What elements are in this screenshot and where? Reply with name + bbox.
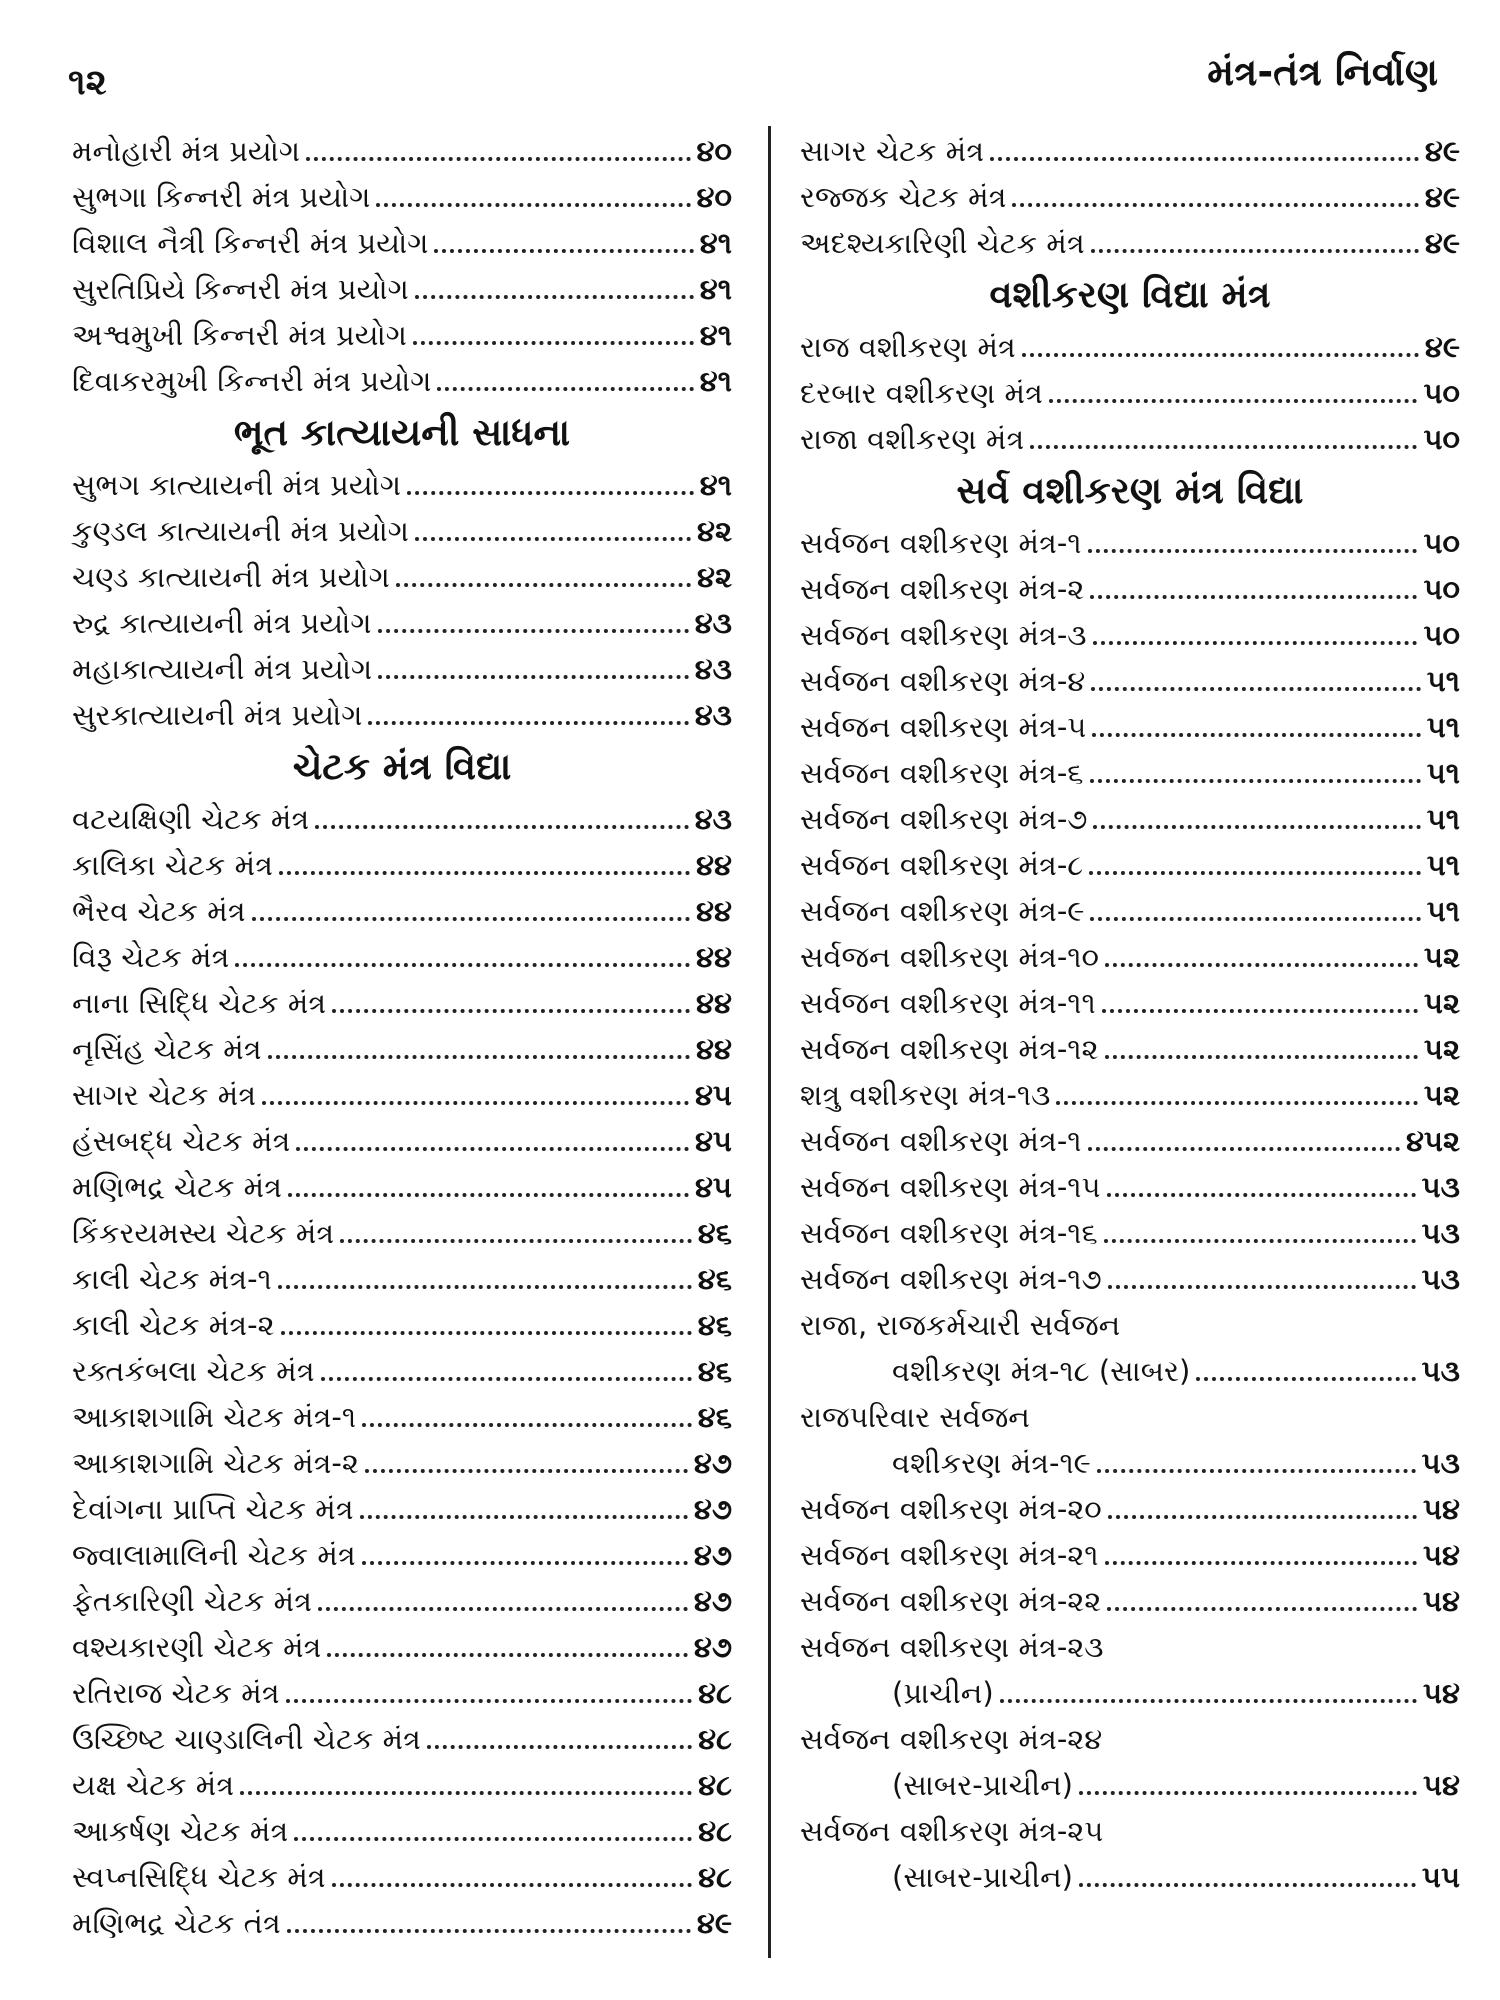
toc-entry bbox=[800, 704, 1460, 750]
toc-entry-page: ૫૩ bbox=[1421, 1170, 1460, 1204]
toc-entry bbox=[72, 174, 732, 220]
toc-entry bbox=[72, 888, 732, 934]
dot-leader bbox=[1090, 917, 1420, 921]
toc-entry bbox=[72, 1072, 732, 1118]
dot-leader bbox=[378, 675, 689, 679]
toc-entry bbox=[72, 1624, 732, 1670]
toc-entry-title: રાજ વશીકરણ મંત્ર bbox=[800, 330, 1016, 364]
dot-leader bbox=[990, 157, 1419, 161]
dot-leader bbox=[1088, 549, 1418, 553]
toc-entry-title: સર્વજન વશીકરણ મંત્ર-૭ bbox=[800, 802, 1088, 836]
toc-entry bbox=[800, 658, 1460, 704]
dot-leader bbox=[235, 963, 690, 967]
toc-entry-page: ૫૪ bbox=[1422, 1768, 1460, 1802]
toc-entry-title: સર્વજન વશીકરણ મંત્ર-૪ bbox=[800, 664, 1086, 698]
toc-entry-page: ૪૬ bbox=[697, 1308, 732, 1342]
toc-entry-continued bbox=[800, 1302, 1460, 1348]
dot-leader bbox=[294, 1837, 692, 1841]
dot-leader bbox=[279, 871, 690, 875]
toc-entry-page: ૪૬ bbox=[697, 1400, 732, 1434]
dot-leader bbox=[362, 1561, 688, 1565]
toc-entry-page: ૫૪ bbox=[1422, 1676, 1460, 1710]
dot-leader bbox=[287, 1929, 691, 1933]
toc-entry bbox=[72, 1532, 732, 1578]
toc-entry bbox=[800, 1026, 1460, 1072]
toc-entry-title: કિંકરયમસ્ય ચેટક મંત્ર bbox=[72, 1216, 335, 1250]
toc-entry-page: ૫૩ bbox=[1421, 1216, 1460, 1250]
toc-entry-page: ૫૦ bbox=[1423, 572, 1460, 606]
dot-leader bbox=[332, 1009, 690, 1013]
toc-entry-page: ૪૩ bbox=[694, 606, 732, 640]
toc-entry bbox=[72, 1762, 732, 1808]
dot-leader bbox=[1105, 1561, 1417, 1565]
toc-entry-title: રુદ્ર કાત્યાયની મંત્ર પ્રયોગ bbox=[72, 606, 372, 640]
toc-entry bbox=[72, 1348, 732, 1394]
dot-leader bbox=[240, 1791, 692, 1795]
toc-left-column bbox=[72, 128, 732, 1946]
toc-entry-title: દેવાંગના પ્રાપ્તિ ચેટક મંત્ર bbox=[72, 1492, 354, 1526]
dot-leader bbox=[332, 1883, 692, 1887]
toc-entry bbox=[800, 566, 1460, 612]
dot-leader bbox=[262, 1101, 689, 1105]
toc-entry-page: ૪૦ bbox=[696, 134, 732, 168]
toc-entry bbox=[800, 1348, 1460, 1394]
toc-entry-page: ૪૨ bbox=[696, 560, 732, 594]
toc-entry bbox=[72, 312, 732, 358]
dot-leader bbox=[1093, 825, 1420, 829]
toc-entry-title: સર્વજન વશીકરણ મંત્ર-૨૧ bbox=[800, 1538, 1099, 1572]
toc-entry-page: ૪૬ bbox=[697, 1262, 732, 1296]
toc-entry-title: કાલી ચેટક મંત્ર-૨ bbox=[72, 1308, 275, 1342]
toc-entry-page: ૫૦ bbox=[1423, 526, 1460, 560]
toc-entry-page: ૪૧ bbox=[699, 272, 732, 306]
toc-entry-page: ૪૨ bbox=[696, 514, 732, 548]
toc-entry-title: સર્વજન વશીકરણ મંત્ર-૧૭ bbox=[800, 1262, 1102, 1296]
toc-entry-page: ૪૬ bbox=[697, 1216, 732, 1250]
toc-entry-page: ૫૨ bbox=[1423, 986, 1460, 1020]
toc-entry-page: ૪૭ bbox=[693, 1584, 732, 1618]
toc-entry-page: ૫૦ bbox=[1423, 376, 1460, 410]
toc-entry-title: (સાબર-પ્રાચીન) bbox=[892, 1860, 1073, 1894]
toc-entry-page: ૪૯ bbox=[1424, 330, 1460, 364]
toc-entry-title: મનોહારી મંત્ર પ્રયોગ bbox=[72, 134, 301, 168]
toc-entry-title: સ્વપ્નસિદ્ધિ ચેટક મંત્ર bbox=[72, 1860, 326, 1894]
toc-entry-page: ૪૩ bbox=[694, 652, 732, 686]
toc-entry-page: ૪૮ bbox=[698, 1722, 732, 1756]
toc-entry-title: સર્વજન વશીકરણ મંત્ર-૨૨ bbox=[800, 1584, 1102, 1618]
toc-entry bbox=[72, 1808, 732, 1854]
toc-entry bbox=[72, 1486, 732, 1532]
dot-leader bbox=[1105, 1055, 1418, 1059]
dot-leader bbox=[315, 825, 689, 829]
dot-leader bbox=[1107, 1193, 1416, 1197]
toc-entry-page: ૪૫ bbox=[694, 1170, 732, 1204]
toc-entry-page: ૫૨ bbox=[1423, 940, 1460, 974]
toc-entry-page: ૪૯ bbox=[1424, 226, 1460, 260]
dot-leader bbox=[318, 1607, 688, 1611]
toc-entry-page: ૪૭ bbox=[693, 1630, 732, 1664]
toc-entry-title: વિરૂ ચેટક મંત્ર bbox=[72, 940, 230, 974]
toc-entry-title: મહાકાત્યાયની મંત્ર પ્રયોગ bbox=[72, 652, 373, 686]
toc-entry-page: ૪૮ bbox=[698, 1768, 732, 1802]
toc-entry bbox=[800, 1762, 1460, 1808]
toc-entry-page: ૪૯ bbox=[1424, 134, 1460, 168]
toc-entry-title: (પ્રાચીન) bbox=[892, 1676, 994, 1710]
toc-entry bbox=[72, 1716, 732, 1762]
toc-entry-title: સર્વજન વશીકરણ મંત્ર-૧૨ bbox=[800, 1032, 1099, 1066]
dot-leader bbox=[281, 1331, 692, 1335]
dot-leader bbox=[413, 341, 694, 345]
toc-entry-title: યક્ષ ચેટક મંત્ર bbox=[72, 1768, 235, 1802]
toc-entry-title: હંસબદ્ધ ચેટક મંત્ર bbox=[72, 1124, 291, 1158]
dot-leader bbox=[1030, 445, 1417, 449]
section-heading: વશીકરણ વિદ્યા મંત્ર bbox=[989, 273, 1271, 316]
toc-entry bbox=[800, 1854, 1460, 1900]
dot-leader bbox=[1088, 1147, 1400, 1151]
dot-leader bbox=[306, 157, 690, 161]
toc-entry-title: સર્વજન વશીકરણ મંત્ર-૧૧ bbox=[800, 986, 1096, 1020]
toc-entry-title: વિશાલ નૈત્રી કિન્નરી મંત્ર પ્રયોગ bbox=[72, 226, 429, 260]
toc-entry bbox=[800, 1440, 1460, 1486]
toc-entry-page: ૪૩ bbox=[694, 802, 732, 836]
dot-leader bbox=[278, 1285, 692, 1289]
toc-entry bbox=[800, 980, 1460, 1026]
toc-entry-title: વશ્યકારણી ચેટક મંત્ર bbox=[72, 1630, 322, 1664]
toc-entry bbox=[72, 646, 732, 692]
toc-entry bbox=[800, 1118, 1460, 1164]
toc-entry-continued bbox=[800, 1716, 1460, 1762]
toc-entry bbox=[72, 1578, 732, 1624]
dot-leader bbox=[268, 1055, 690, 1059]
toc-entry-page: ૪૮ bbox=[698, 1860, 732, 1894]
toc-entry-page: ૪૩ bbox=[694, 698, 732, 732]
dot-leader bbox=[296, 1147, 689, 1151]
toc-entry-page: ૫૧ bbox=[1426, 664, 1460, 698]
toc-entry bbox=[800, 128, 1460, 174]
toc-entry-page: ૪૪ bbox=[696, 894, 732, 928]
toc-entry-page: ૫૧ bbox=[1426, 894, 1460, 928]
toc-entry bbox=[72, 462, 732, 508]
toc-entry bbox=[800, 324, 1460, 370]
dot-leader bbox=[1108, 1515, 1417, 1519]
toc-entry bbox=[72, 1440, 732, 1486]
toc-entry-title: સર્વજન વશીકરણ મંત્ર-૨૦ bbox=[800, 1492, 1102, 1526]
toc-entry-page: ૪૪ bbox=[696, 940, 732, 974]
toc-entry bbox=[72, 1900, 732, 1946]
dot-leader bbox=[407, 491, 694, 495]
toc-entry-title: અદશ્યકારિણી ચેટક મંત્ર bbox=[800, 226, 1085, 260]
toc-entry-page: ૪૪ bbox=[696, 986, 732, 1020]
dot-leader bbox=[1104, 1239, 1416, 1243]
toc-entry bbox=[72, 1256, 732, 1302]
toc-entry-title: ચણ્ડ કાત્યાયની મંત્ર પ્રયોગ bbox=[72, 560, 390, 594]
dot-leader bbox=[1196, 1377, 1415, 1381]
toc-entry-title: કાલી ચેટક મંત્ર-૧ bbox=[72, 1262, 272, 1296]
toc-entry bbox=[800, 934, 1460, 980]
toc-entry-title: સુરતિપ્રિયે કિન્નરી મંત્ર પ્રયોગ bbox=[72, 272, 409, 306]
toc-entry-title: દિવાકરમુખી કિન્નરી મંત્ર પ્રયોગ bbox=[72, 364, 432, 398]
toc-entry-page: ૪૬ bbox=[697, 1354, 732, 1388]
toc-entry-title: સર્વજન વશીકરણ મંત્ર-૧ bbox=[800, 1124, 1082, 1158]
toc-entry-page: ૪૭ bbox=[693, 1538, 732, 1572]
toc-entry-title: સર્વજન વશીકરણ મંત્ર-૧૫ bbox=[800, 1170, 1101, 1204]
toc-entry bbox=[800, 1578, 1460, 1624]
toc-entry-page: ૫૦ bbox=[1423, 618, 1460, 652]
toc-entry-title: આકાશગામિ ચેટક મંત્ર-૨ bbox=[72, 1446, 359, 1480]
dot-leader bbox=[321, 1377, 692, 1381]
toc-entry-title: સર્વજન વશીકરણ મંત્ર-૬ bbox=[800, 756, 1084, 790]
toc-entry bbox=[72, 1670, 732, 1716]
toc-entry-page: ૪૦ bbox=[696, 180, 732, 214]
section-heading: ચેટક મંત્ર વિદ્યા bbox=[292, 745, 512, 788]
dot-leader bbox=[434, 249, 693, 253]
toc-entry-page: ૪૮ bbox=[698, 1814, 732, 1848]
dot-leader bbox=[1090, 779, 1421, 783]
toc-entry-page: ૪૫ bbox=[694, 1078, 732, 1112]
toc-entry-title: (સાબર-પ્રાચીન) bbox=[892, 1768, 1073, 1802]
dot-leader bbox=[1012, 203, 1418, 207]
section-heading: સર્વ વશીકરણ મંત્ર વિદ્યા bbox=[956, 469, 1304, 512]
toc-entry-title: સર્વજન વશીકરણ મંત્ર-૮ bbox=[800, 848, 1084, 882]
toc-entry-page: ૪૫૨ bbox=[1405, 1124, 1460, 1158]
dot-leader bbox=[362, 1423, 692, 1427]
toc-entry bbox=[72, 692, 732, 738]
toc-entry bbox=[800, 1072, 1460, 1118]
dot-leader bbox=[1092, 733, 1420, 737]
toc-entry bbox=[72, 934, 732, 980]
toc-right-column bbox=[800, 128, 1460, 1900]
toc-entry bbox=[800, 174, 1460, 220]
toc-entry bbox=[72, 266, 732, 312]
toc-entry-title: મણિભદ્ર ચેટક મંત્ર bbox=[72, 1170, 282, 1204]
toc-entry-title: કાલિકા ચેટક મંત્ર bbox=[72, 848, 273, 882]
toc-entry-title: રાજા, રાજકર્મચારી સર્વજન bbox=[800, 1308, 1121, 1342]
dot-leader bbox=[437, 387, 693, 391]
toc-entry-page: ૫૩ bbox=[1421, 1354, 1460, 1388]
toc-entry bbox=[800, 750, 1460, 796]
toc-entry-title: સર્વજન વશીકરણ મંત્ર-૯ bbox=[800, 894, 1085, 928]
toc-entry-title: ઉચ્છિષ્ટ ચાણ્ડાલિની ચેટક મંત્ર bbox=[72, 1722, 421, 1756]
dot-leader bbox=[1091, 687, 1420, 691]
toc-entry-page: ૪૮ bbox=[698, 1676, 732, 1710]
toc-entry bbox=[800, 1164, 1460, 1210]
dot-leader bbox=[415, 537, 691, 541]
toc-entry-title: સુરકાત્યાયની મંત્ર પ્રયોગ bbox=[72, 698, 363, 732]
toc-entry-page: ૪૪ bbox=[696, 1032, 732, 1066]
section-heading: ભૂત કાત્યાયની સાધના bbox=[233, 411, 571, 454]
toc-entry-page: ૪૯ bbox=[1424, 180, 1460, 214]
dot-leader bbox=[286, 1699, 692, 1703]
toc-entry-title: સર્વજન વશીકરણ મંત્ર-૧ bbox=[800, 526, 1082, 560]
dot-leader bbox=[378, 629, 689, 633]
dot-leader bbox=[327, 1653, 687, 1657]
toc-entry-title: નૃસિંહ ચેટક મંત્ર bbox=[72, 1032, 262, 1066]
toc-entry-title: સર્વજન વશીકરણ મંત્ર-૨ bbox=[800, 572, 1085, 606]
toc-entry-title: સુભગા કિન્નરી મંત્ર પ્રયોગ bbox=[72, 180, 371, 214]
toc-entry-title: સર્વજન વશીકરણ મંત્ર-૩ bbox=[800, 618, 1087, 652]
column-divider bbox=[768, 126, 771, 1958]
dot-leader bbox=[1093, 641, 1418, 645]
toc-entry-title: અશ્વમુખી કિન્નરી મંત્ર પ્રયોગ bbox=[72, 318, 407, 352]
toc-entry bbox=[800, 416, 1460, 462]
toc-entry bbox=[72, 508, 732, 554]
dot-leader bbox=[1089, 871, 1421, 875]
dot-leader bbox=[415, 295, 694, 299]
toc-entry-title: આકર્ષણ ચેટક મંત્ર bbox=[72, 1814, 289, 1848]
dot-leader bbox=[376, 203, 690, 207]
toc-entry bbox=[72, 554, 732, 600]
toc-entry-page: ૫૧ bbox=[1426, 710, 1460, 744]
toc-entry-page: ૫૧ bbox=[1426, 802, 1460, 836]
dot-leader bbox=[1079, 1791, 1417, 1795]
toc-entry bbox=[72, 980, 732, 1026]
toc-entry bbox=[800, 1670, 1460, 1716]
toc-entry-page: ૫૩ bbox=[1421, 1262, 1460, 1296]
toc-entry bbox=[800, 1532, 1460, 1578]
toc-entry-continued bbox=[800, 1394, 1460, 1440]
dot-leader bbox=[1022, 353, 1419, 357]
toc-entry-page: ૪૧ bbox=[699, 226, 732, 260]
dot-leader bbox=[252, 917, 690, 921]
toc-entry bbox=[72, 1164, 732, 1210]
dot-leader bbox=[1056, 1101, 1418, 1105]
toc-entry-title: સર્વજન વશીકરણ મંત્ર-૧૬ bbox=[800, 1216, 1098, 1250]
toc-entry-title: ફેતકારિણી ચેટક મંત્ર bbox=[72, 1584, 312, 1618]
toc-entry-title: રજ્જક ચેટક મંત્ર bbox=[800, 180, 1007, 214]
running-title: મંત્ર-તંત્ર નિર્વાણ bbox=[1207, 50, 1438, 94]
dot-leader bbox=[1090, 595, 1417, 599]
toc-entry-page: ૫૧ bbox=[1426, 848, 1460, 882]
dot-leader bbox=[368, 721, 688, 725]
toc-entry-page: ૪૫ bbox=[694, 1124, 732, 1158]
toc-entry bbox=[72, 1302, 732, 1348]
toc-entry-title: સાગર ચેટક મંત્ર bbox=[72, 1078, 257, 1112]
toc-entry-title: રાજા વશીકરણ મંત્ર bbox=[800, 422, 1025, 456]
toc-entry bbox=[72, 1394, 732, 1440]
toc-entry-page: ૫૫ bbox=[1421, 1860, 1460, 1894]
toc-entry bbox=[800, 520, 1460, 566]
toc-entry-page: ૪૧ bbox=[699, 468, 732, 502]
toc-entry-page: ૪૪ bbox=[696, 848, 732, 882]
toc-entry bbox=[800, 842, 1460, 888]
toc-entry bbox=[72, 1026, 732, 1072]
toc-entry-title: ભૈરવ ચેટક મંત્ર bbox=[72, 894, 246, 928]
toc-entry-title: વશીકરણ મંત્ર-૧૮ (સાબર) bbox=[892, 1354, 1191, 1388]
toc-entry-page: ૪૭ bbox=[693, 1492, 732, 1526]
toc-entry-title: રક્તકંબલા ચેટક મંત્ર bbox=[72, 1354, 315, 1388]
dot-leader bbox=[1107, 1607, 1417, 1611]
toc-entry-title: રતિરાજ ચેટક મંત્ર bbox=[72, 1676, 280, 1710]
toc-entry-title: સાગર ચેટક મંત્ર bbox=[800, 134, 985, 168]
toc-entry-title: વટયક્ષિણી ચેટક મંત્ર bbox=[72, 802, 310, 836]
toc-entry-title: સર્વજન વશીકરણ મંત્ર-૨૩ bbox=[800, 1630, 1104, 1664]
toc-entry-title: આકાશગામિ ચેટક મંત્ર-૧ bbox=[72, 1400, 357, 1434]
toc-entry bbox=[800, 1486, 1460, 1532]
toc-entry-page: ૫૧ bbox=[1426, 756, 1460, 790]
toc-entry-title: સર્વજન વશીકરણ મંત્ર-૨૫ bbox=[800, 1814, 1104, 1848]
toc-entry-page: ૪૧ bbox=[699, 318, 732, 352]
toc-entry-page: ૫૪ bbox=[1422, 1584, 1460, 1618]
toc-entry-page: ૪૭ bbox=[693, 1446, 732, 1480]
toc-entry bbox=[72, 358, 732, 404]
toc-entry bbox=[72, 600, 732, 646]
toc-entry-title: મણિભદ્ર ચેટક તંત્ર bbox=[72, 1906, 281, 1940]
toc-entry-title: નાના સિદ્ધિ ચેટક મંત્ર bbox=[72, 986, 327, 1020]
toc-entry bbox=[800, 220, 1460, 266]
toc-entry-page: ૪૯ bbox=[696, 1906, 732, 1940]
toc-entry-page: ૫૩ bbox=[1421, 1446, 1460, 1480]
toc-entry bbox=[800, 612, 1460, 658]
page-number: ૧૨ bbox=[68, 62, 107, 103]
dot-leader bbox=[1049, 399, 1418, 403]
toc-entry-title: કુણ્ડલ કાત્યાયની મંત્ર પ્રયોગ bbox=[72, 514, 409, 548]
toc-entry bbox=[72, 220, 732, 266]
toc-entry-page: ૫૨ bbox=[1423, 1032, 1460, 1066]
dot-leader bbox=[1102, 1009, 1418, 1013]
toc-entry-page: ૫૦ bbox=[1423, 422, 1460, 456]
toc-entry-page: ૫૪ bbox=[1422, 1492, 1460, 1526]
dot-leader bbox=[1097, 1469, 1416, 1473]
dot-leader bbox=[1108, 1285, 1416, 1289]
dot-leader bbox=[1079, 1883, 1416, 1887]
toc-entry-page: ૫૨ bbox=[1423, 1078, 1460, 1112]
toc-entry-title: જ્વાલામાલિની ચેટક મંત્ર bbox=[72, 1538, 356, 1572]
toc-entry bbox=[72, 128, 732, 174]
toc-entry bbox=[72, 1118, 732, 1164]
toc-entry bbox=[72, 1210, 732, 1256]
dot-leader bbox=[1000, 1699, 1417, 1703]
toc-entry-title: વશીકરણ મંત્ર-૧૯ bbox=[892, 1446, 1091, 1480]
dot-leader bbox=[1105, 963, 1418, 967]
toc-entry bbox=[72, 1854, 732, 1900]
toc-entry bbox=[72, 842, 732, 888]
toc-entry bbox=[800, 1210, 1460, 1256]
toc-entry-title: રાજપરિવાર સર્વજન bbox=[800, 1400, 1030, 1434]
toc-entry bbox=[800, 370, 1460, 416]
dot-leader bbox=[427, 1745, 692, 1749]
toc-entry-title: શત્રુ વશીકરણ મંત્ર-૧૩ bbox=[800, 1078, 1051, 1112]
toc-entry-title: સુભગ કાત્યાયની મંત્ર પ્રયોગ bbox=[72, 468, 402, 502]
toc-entry-title: સર્વજન વશીકરણ મંત્ર-૨૪ bbox=[800, 1722, 1103, 1756]
toc-entry-page: ૫૪ bbox=[1422, 1538, 1460, 1572]
toc-entry bbox=[800, 888, 1460, 934]
dot-leader bbox=[365, 1469, 688, 1473]
toc-entry bbox=[72, 796, 732, 842]
toc-entry bbox=[800, 1256, 1460, 1302]
toc-entry-continued bbox=[800, 1808, 1460, 1854]
dot-leader bbox=[1091, 249, 1419, 253]
toc-entry-title: સર્વજન વશીકરણ મંત્ર-૧૦ bbox=[800, 940, 1099, 974]
toc-entry-title: દરબાર વશીકરણ મંત્ર bbox=[800, 376, 1043, 410]
dot-leader bbox=[396, 583, 691, 587]
toc-entry-title: સર્વજન વશીકરણ મંત્ર-૫ bbox=[800, 710, 1087, 744]
toc-entry-page: ૪૧ bbox=[699, 364, 732, 398]
dot-leader bbox=[340, 1239, 692, 1243]
toc-entry-continued bbox=[800, 1624, 1460, 1670]
dot-leader bbox=[360, 1515, 688, 1519]
dot-leader bbox=[288, 1193, 689, 1197]
toc-entry bbox=[800, 796, 1460, 842]
